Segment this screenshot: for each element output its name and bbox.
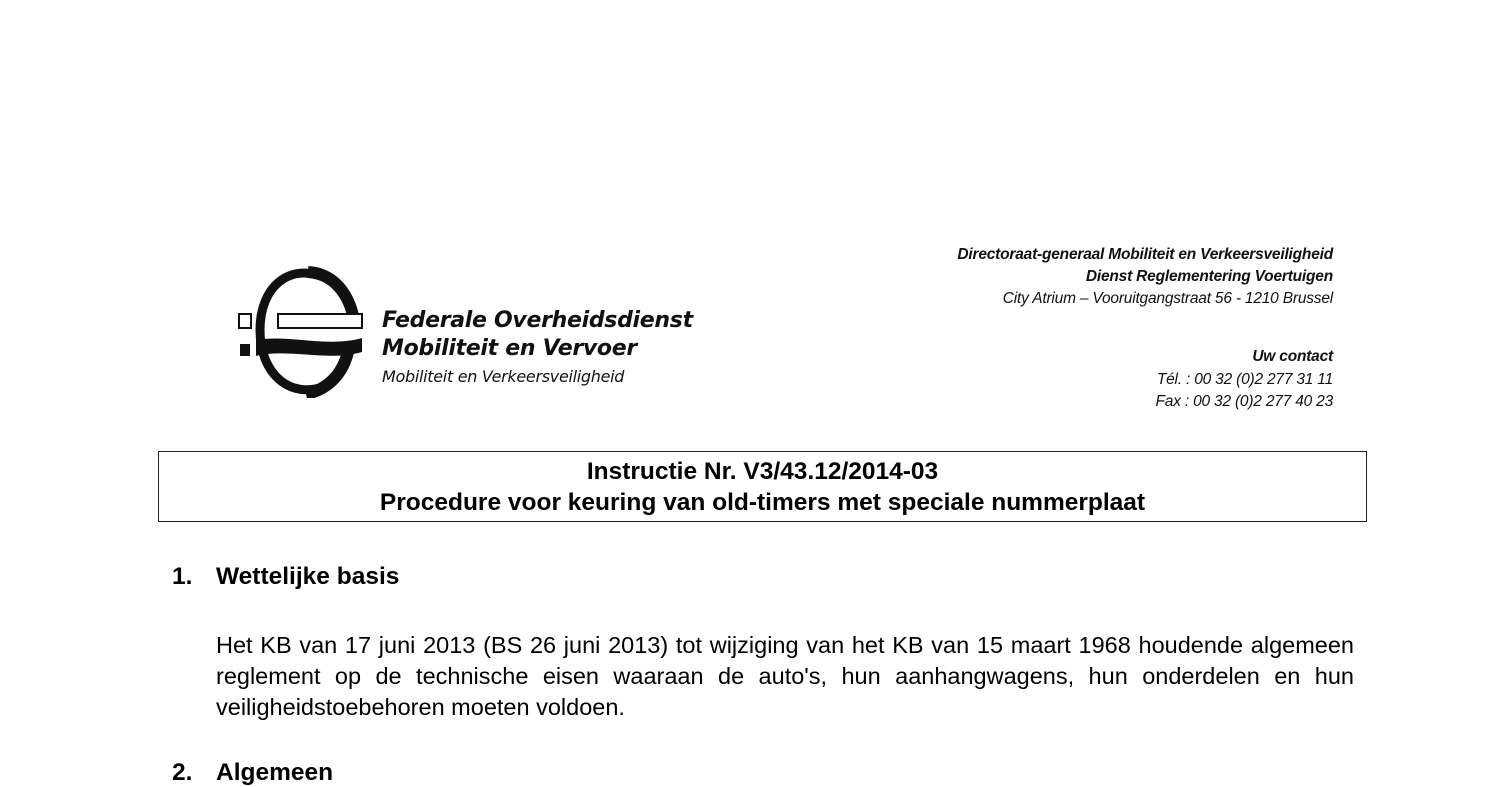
section-number: 2. [172,759,193,786]
section-number: 1. [172,563,193,590]
section-title: Algemeen [216,759,334,786]
telephone: Tél. : 00 32 (0)2 277 31 11 [1156,370,1333,388]
department-address [957,244,1333,310]
contact-block [1156,346,1333,414]
org-line-3: Mobiliteit en Verkeersveiligheid [382,367,625,386]
directorate: Directoraat-generaal Mobiliteit en Verkeersveiligheid [957,246,1333,263]
document-title: Procedure voor keuring van old-timers met speciale nummerplaat [379,489,1146,516]
section-body: Het KB van 17 juni 2013 (BS 26 juni 2013) tot wijziging van het KB van 15 maart 1968 houdende algemeen reglement op de technische eisen waaraan de auto's, hun aanhangwagens, hun onderdelen en hun veiligheidstoebehoren moeten voldoen. [216,632,1354,720]
address: City Atrium – Vooruitgangstraat 56 - 1210 Brussel [1002,290,1333,307]
section-title: Wettelijke basis [216,563,400,590]
document-title-box [158,451,1367,522]
service: Dienst Reglementering Voertuigen [1085,268,1333,285]
instruction-number: Instructie Nr. V3/43.12/2014-03 [586,458,939,485]
fod-logo [238,264,370,398]
fax: Fax : 00 32 (0)2 277 40 23 [1155,393,1333,410]
section-heading [172,563,399,591]
org-line-2: Mobiliteit en Vervoer [382,336,637,361]
section-heading [172,759,333,787]
contact-label: Uw contact [1252,348,1333,365]
org-line-1: Federale Overheidsdienst [382,308,693,333]
organization-name [382,307,693,391]
